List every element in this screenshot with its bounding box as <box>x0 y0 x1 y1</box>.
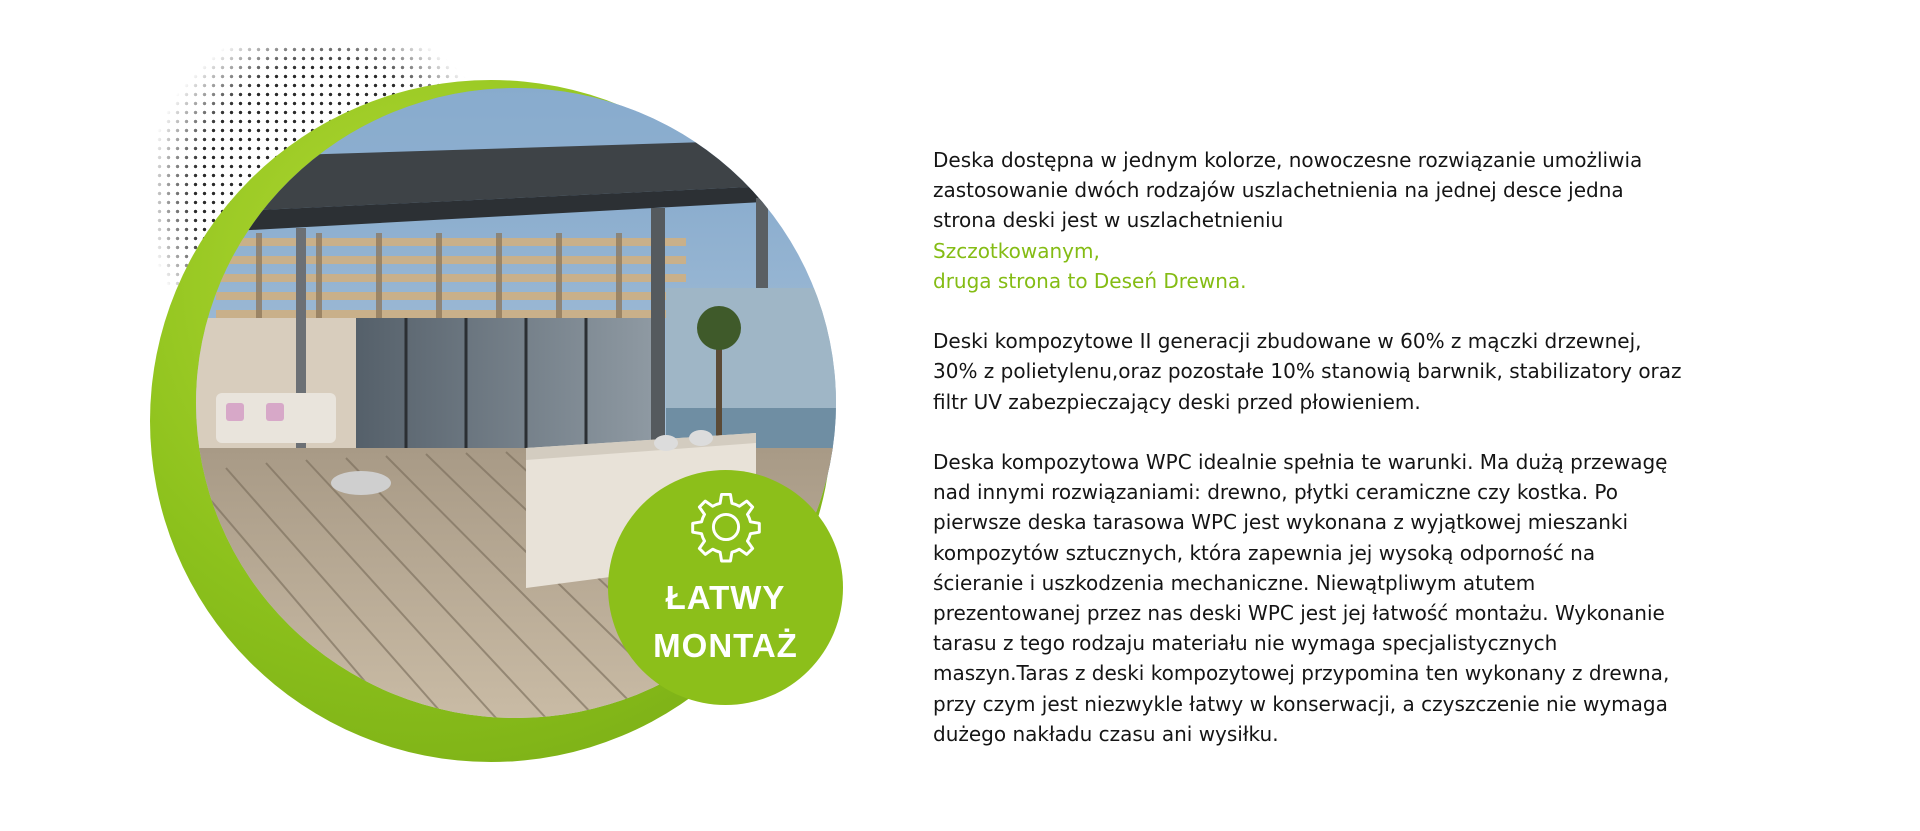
paragraph-2-line-1: Deski kompozytowe II generacji zbudowane w 60% z mączki drzewnej, <box>933 329 1642 354</box>
paragraph-spacer <box>933 296 1753 326</box>
paragraph-3-line: przy czym jest niezwykle łatwy w konserwacji, a czyszczenie nie wymaga <box>933 691 1668 716</box>
easy-installation-badge <box>608 470 843 705</box>
badge-line-1: ŁATWY <box>665 579 786 616</box>
paragraph-2-line-3: filtr UV zabezpieczający deski przed płowieniem. <box>933 389 1421 414</box>
gear-icon <box>689 490 763 564</box>
paragraph-3-line: Deska kompozytowa WPC idealnie spełnia te warunki. Ma dużą przewagę <box>933 450 1668 474</box>
paragraph-1-line-2: zastosowanie dwóch rodzajów uszlachetnienia na jednej desce jedna <box>933 178 1624 203</box>
paragraph-spacer <box>933 417 1753 447</box>
paragraph-3-line: kompozytów sztucznych, która zapewnia jej wysoką odporność na <box>933 540 1596 565</box>
badge-label <box>653 574 798 670</box>
paragraph-3-line: maszyn.Taras z deski kompozytowej przypomina ten wykonany z drewna, <box>933 661 1670 686</box>
paragraph-2-line-2: 30% z polietylenu,oraz pozostałe 10% stanowią barwnik, stabilizatory oraz <box>933 359 1682 384</box>
paragraph-3-line: prezentowanej przez nas deski WPC jest jej łatwość montażu. Wykonanie <box>933 601 1665 626</box>
paragraph-3-line: dużego nakładu czasu ani wysiłku. <box>933 721 1279 746</box>
paragraph-1-line-3: strona deski jest w uszlachetnieniu <box>933 208 1284 233</box>
description-text <box>933 145 1753 749</box>
highlight-line-1: Szczotkowanym, <box>933 238 1100 263</box>
highlight-line-2: druga strona to Deseń Drewna. <box>933 268 1247 293</box>
badge-line-2: MONTAŻ <box>653 627 798 664</box>
paragraph-3-line: ścieranie i uszkodzenia mechaniczne. Niewątpliwym atutem <box>933 570 1536 595</box>
paragraph-3-line: nad innymi rozwiązaniami: drewno, płytki ceramiczne czy kostka. Po <box>933 480 1618 505</box>
paragraph-3-line: pierwsze deska tarasowa WPC jest wykonana z wyjątkowej mieszanki <box>933 510 1629 535</box>
paragraph-1-line-1: Deska dostępna w jednym kolorze, nowoczesne rozwiązanie umożliwia <box>933 148 1643 172</box>
paragraph-3-line: tarasu z tego rodzaju materiału nie wymaga specjalistycznych <box>933 631 1558 656</box>
